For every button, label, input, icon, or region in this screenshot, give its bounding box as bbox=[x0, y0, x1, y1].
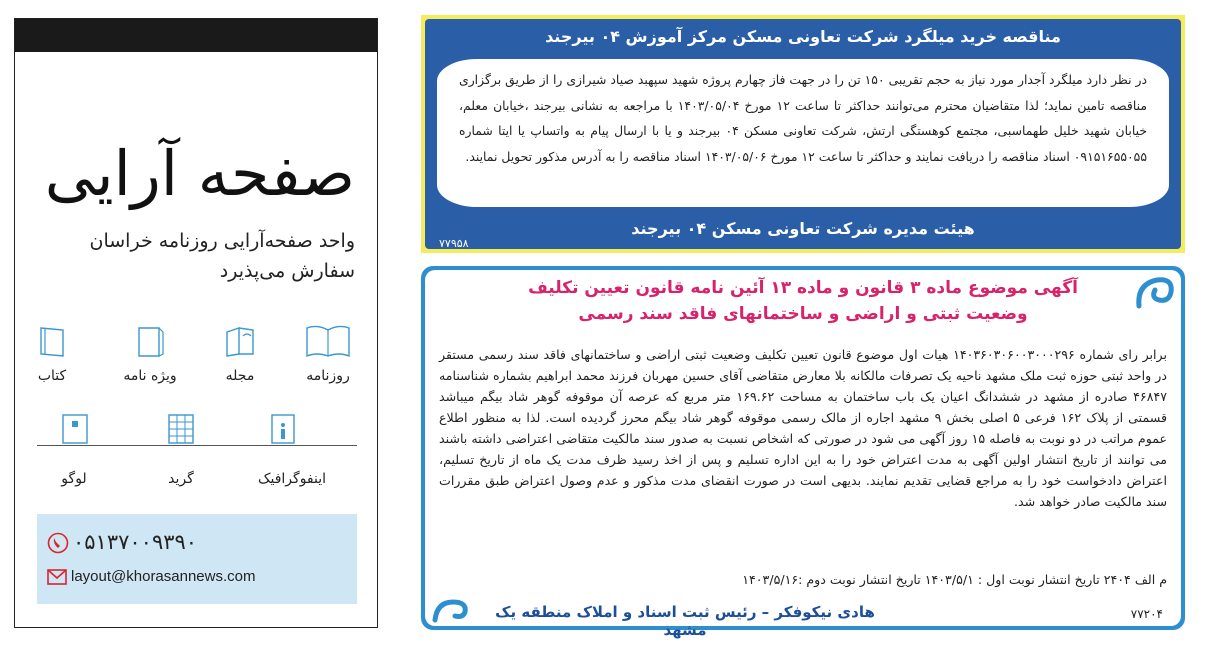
tender-heading: مناقصه خرید میلگرد شرکت تعاونی مسکن مرکز آموزش ۰۴ بیرجند bbox=[545, 27, 1061, 46]
service-label: ویژه نامه bbox=[123, 368, 177, 384]
registration-heading-2: وضعیت ثبتی و اراضی و ساختمانهای فاقد سند رسمی bbox=[578, 304, 1028, 324]
email-address[interactable] bbox=[47, 568, 255, 585]
service-newspaper bbox=[293, 324, 363, 384]
service-logo: لوگو bbox=[61, 471, 87, 487]
book-icon bbox=[305, 324, 351, 358]
wave-ornament-icon bbox=[431, 598, 471, 624]
service-label: روزنامه bbox=[306, 368, 350, 384]
contact-box bbox=[37, 514, 357, 604]
phone-icon bbox=[47, 532, 69, 554]
service-label: مجله bbox=[225, 368, 255, 384]
ad-title: صفحه آرایی bbox=[44, 137, 355, 210]
tender-code: ۷۷۹۵۸ bbox=[439, 237, 469, 250]
service-grid: گرید bbox=[168, 471, 194, 487]
service-infographic: اینفوگرافیک bbox=[257, 471, 327, 487]
registration-notice-frame bbox=[425, 270, 1181, 639]
tender-body-text: در نظر دارد میلگرد آجدار مورد نیاز به حجم تقریبی ۱۵۰ تن را در جهت فاز چهارم پروژه شهید سپهبد صیاد شیرازی را از طریق برگزاری مناقصه تامین نماید؛ لذا متقاضیان محترم می‌توانند حداکثر تا ساعت ۱۲ مورخ ۱۴۰۳/۰۵/۰۴ با مراجعه به نشانی بیرجند ،خیابان معلم، خیابان شهید خلیل طهماسبی، مجتمع کوهستگی ارتش، شرکت تعاونی مسکن ۰۴ بیرجند و یا با ارسال پیام به واتساپ یا ایتا شماره ۰۹۱۵۱۶۵۵۰۵۵ اسناد مناقصه را دریافت نمایند و حداکثر تا ساعت ۱۲ مورخ ۱۴۰۳/۰۵/۰۶ اسناد مناقصه را به آدرس مذکور تحویل نمایند. bbox=[459, 72, 1147, 164]
tender-notice bbox=[421, 15, 1185, 253]
services-divider bbox=[37, 445, 357, 446]
phone-number[interactable] bbox=[47, 530, 197, 554]
registration-code: ۷۷۲۰۴ bbox=[1130, 607, 1163, 621]
service-book bbox=[17, 324, 87, 384]
infographic-icon bbox=[270, 413, 296, 445]
email-text: layout@khorasannews.com bbox=[71, 568, 256, 585]
registration-notice bbox=[421, 266, 1185, 639]
registration-heading-1: آگهی موضوع ماده ۳ قانون و ماده ۱۳ آئین نامه قانون تعیین تکلیف bbox=[528, 278, 1078, 298]
phone-text: ۰۵۱۳۷۰۰۹۳۹۰ bbox=[73, 530, 198, 554]
registration-dates: م الف ۲۴۰۴ تاریخ انتشار نوبت اول : ۱۴۰۳/۵/۱ تاریخ انتشار نوبت دوم :۱۴۰۳/۵/۱۶ bbox=[742, 572, 1167, 587]
layout-service-ad bbox=[14, 18, 378, 628]
logo-icon bbox=[61, 413, 89, 445]
service-special-issue bbox=[115, 324, 185, 384]
registration-signature: هادی نیکوفکر – رئیس ثبت اسناد و املاک منطقه یک مشهد bbox=[495, 603, 875, 639]
ad-subtitle bbox=[90, 226, 355, 286]
registration-body-text: برابر رای شماره ۱۴۰۳۶۰۳۰۶۰۰۳۰۰۰۲۹۶ هیات اول موضوع قانون تعیین تکلیف وضعیت ثبتی اراضی و ساختمانهای فاقد سند رسمی مستقر در واحد ثبتی حوزه ثبت ملک مشهد ناحیه یک تصرفات مالکانه بلا معارض متقاضی آقای حسین مهربان فرزند محمد ابراهیم بشماره شناسنامه ۴۶۸۴۷ صادره از مشهد در ششدانگ اعیان یک باب ساختمان به مساحت ۱۶۹.۶۲ متر مربع که عرصه آن موقوفه گوهر شاد بیگم میباشد قسمتی از پلاک ۱۶۲ فرعی ۵ اصلی بخش ۹ مشهد اجاره از مالک رسمی موقوفه گوهر شاد بیگم محرز گردیده است. لذا به منظور اطلاع عموم مراتب در دو نوبت به فاصله ۱۵ روز آگهی می شود در صورتی که اشخاص نسبت به صدور سند مالکیت متقاضی اعتراضی داشته باشند می توانند از تاریخ انتشار اولین آگهی به مدت اعتراض خود را به این اداره تسلیم و پس از اخذ رسید ظرف مدت یک ماه از تاریخ تسلیم، اعتراض دادخواست خود را به مراجع قضایی تقدیم نمایند. بدیهی است در صورت انقضای مدت مذکور و عدم وصول اعتراض طبق مقررات سند مالکیت صادر خواهد شد. bbox=[439, 347, 1167, 509]
ad-top-bar bbox=[15, 19, 377, 52]
tender-footer: هیئت مدیره شرکت تعاونی مسکن ۰۴ بیرجند bbox=[631, 219, 975, 238]
tender-body-box bbox=[437, 59, 1169, 207]
tender-notice-frame bbox=[425, 19, 1181, 249]
service-label: کتاب bbox=[37, 368, 67, 384]
service-magazine bbox=[205, 324, 275, 384]
mail-icon bbox=[47, 569, 67, 585]
magazine-icon bbox=[223, 324, 257, 358]
ad-subtitle-line-1: واحد صفحه‌آرایی روزنامه خراسان bbox=[89, 230, 355, 252]
special-issue-icon bbox=[133, 324, 167, 358]
grid-icon bbox=[167, 413, 195, 445]
ad-subtitle-line-2: سفارش می‌پذیرد bbox=[219, 260, 355, 282]
book-closed-icon bbox=[35, 324, 69, 358]
